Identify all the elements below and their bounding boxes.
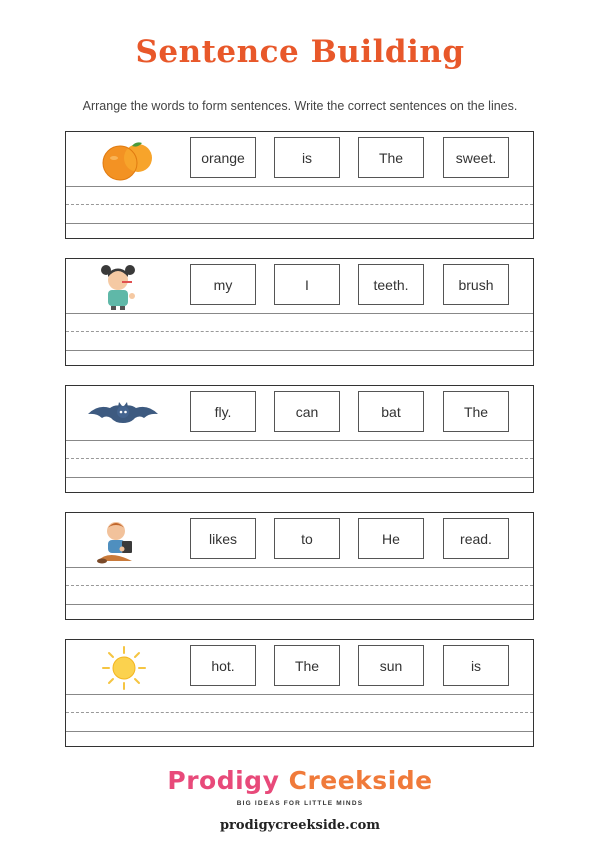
word-card: to (274, 518, 340, 559)
word-card: The (274, 645, 340, 686)
word-card: sweet. (443, 137, 509, 178)
word-card: The (358, 137, 424, 178)
girl-brushing-teeth-icon (86, 263, 160, 311)
brand-tagline: BIG IDEAS FOR LITTLE MINDS (236, 800, 364, 807)
boy-reading-icon (86, 517, 160, 565)
writing-line (66, 223, 533, 224)
word-card: brush (443, 264, 509, 305)
exercise-5 (65, 639, 534, 747)
writing-midline (66, 331, 533, 332)
word-card: orange (190, 137, 256, 178)
word-card: bat (358, 391, 424, 432)
writing-line (66, 313, 533, 314)
writing-line (66, 440, 533, 441)
word-card: He (358, 518, 424, 559)
writing-midline (66, 712, 533, 713)
brand-logo (0, 766, 600, 795)
word-card: is (274, 137, 340, 178)
word-card: my (190, 264, 256, 305)
word-card: fly. (190, 391, 256, 432)
writing-line (66, 186, 533, 187)
writing-line (66, 731, 533, 732)
word-card: is (443, 645, 509, 686)
word-card: I (274, 264, 340, 305)
exercise-4 (65, 512, 534, 620)
writing-line (66, 350, 533, 351)
word-card: can (274, 391, 340, 432)
word-card: The (443, 391, 509, 432)
exercise-3 (65, 385, 534, 493)
word-card: sun (358, 645, 424, 686)
word-card: read. (443, 518, 509, 559)
logo-word-creekside: Creekside (288, 766, 433, 795)
sun-icon (86, 644, 160, 692)
word-card: hot. (190, 645, 256, 686)
exercise-2 (65, 258, 534, 366)
logo-word-prodigy: Prodigy (167, 766, 280, 795)
website-link[interactable]: prodigycreekside.com (219, 818, 381, 833)
writing-line (66, 694, 533, 695)
bat-icon (86, 390, 160, 438)
writing-line (66, 477, 533, 478)
exercise-1 (65, 131, 534, 239)
instructions: Arrange the words to form sentences. Write the correct sentences on the lines. (82, 99, 518, 113)
orange-icon (86, 136, 160, 184)
writing-midline (66, 458, 533, 459)
writing-line (66, 604, 533, 605)
page-title: Sentence Building (135, 34, 465, 70)
word-card: likes (190, 518, 256, 559)
writing-line (66, 567, 533, 568)
writing-midline (66, 585, 533, 586)
writing-midline (66, 204, 533, 205)
word-card: teeth. (358, 264, 424, 305)
